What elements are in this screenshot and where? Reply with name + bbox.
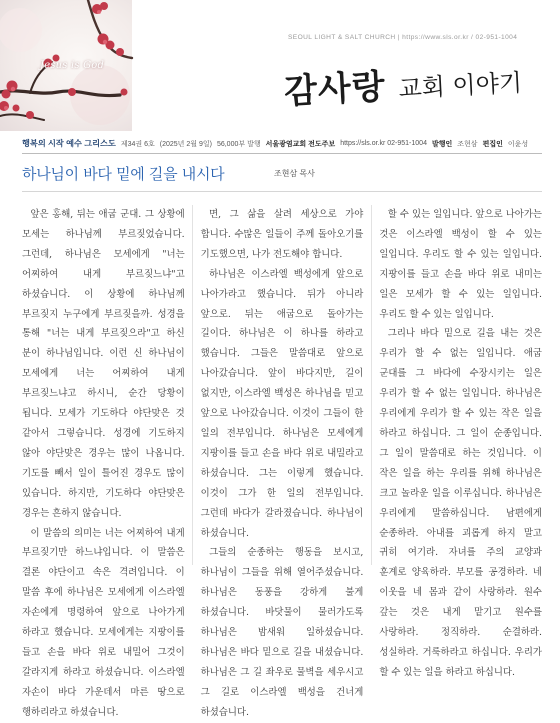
paragraph: 그들의 순종하는 행동을 보시고, 하나님이 그들을 위해 열어주셨습니다. 하나님은 동풍을 강하게 불게 하셨습니다. 바닷물이 물러가도록 하나님은 밤새워 일하셨습니다. 하나님은 바다 밑으로 길을 내셨습니다. 하나님은 그 길 좌우로 물벽을 세우시고 그 길로 이스라엘 백성을 건너게 하셨습니다.	[200, 547, 364, 718]
plum-blossom-photo	[0, 0, 132, 131]
editor-name: 이윤성	[507, 140, 529, 148]
paragraph: 이 말씀의 의미는 너는 어찌하여 내게 부르짖기만 하느냐입니다. 이 말씀은 결론 야단이고 속은 격려입니다. 이 말씀 후에 하나님은 모세에게 이스라엘 자손에게 명령하여 앞으로 나아가게 하라고 했습니다. 모세에게는 지팡이를 들고 손을 바다 위로 내밀어 그것이 갈라지게 하라고 하셨습니다. 이스라엘 자손이 바다 가운데서 마른 땅으로 행하리라고 하셨습니다.	[22, 527, 185, 718]
header-divider	[22, 153, 542, 154]
issue-number: 제34권 6호	[120, 140, 155, 148]
issuer-name: 조현삼	[457, 140, 478, 148]
article-author: 조현삼 목사	[274, 169, 315, 178]
paragraph: 그리나 바다 밑으로 길을 내는 것은 우리가 할 수 없는 일입니다. 애굽 군대를 그 바다에 수장시키는 일은 우리가 할 수 없는 일입니다. 하나님은 우리에게 우리가 할 수 있는 작은 일을 하라고 하십니다. 그 일이 순종입니다. 그 일이 말씀대로 하는 것입니다. 이 작은 일을 하는 우리를 위해 하나님은 크고 놀라운 일을 이루십니다. 하나님은 우리에게 말씀하십니다. 남편에게 순종하라. 아내를 괴롭게 하지 말고 귀히 여기라. 자녀를 주의 교양과 훈계로 양육하라. 부모를 공경하라. 네 이웃을 네 몸과 같이 사랑하라. 원수 갚는 것은 내게 맡기고 원수를 사랑하라. 정직하라. 순결하라. 성실하라. 거룩하라고 하십니다. 우리가 할 수 있는 일을 하라고 하십니다.	[379, 328, 542, 678]
issue-info-bar	[22, 135, 542, 152]
title-divider	[22, 191, 542, 192]
article-title: 하나님이 바다 밑에 길을 내시다	[22, 165, 225, 183]
article-body	[22, 205, 542, 718]
issuer-label: 발행인	[431, 140, 453, 148]
issue-slogan: 행복의 시작 예수 그리스도	[22, 139, 116, 148]
article-column-3	[379, 205, 542, 678]
issue-circulation: 56,000부 발행	[216, 140, 261, 148]
column-divider	[192, 205, 193, 565]
article-column-2	[200, 205, 364, 718]
photo-caption: Jesus is God	[40, 60, 105, 71]
editor-label: 편집인	[482, 140, 503, 148]
paragraph: 앞은 홍해, 뒤는 애굽 군대. 그 상황에 모세는 하나님께 부르짖었습니다. 그런데, 하나님은 모세에게 "너는 어찌하여 내게 부르짖느냐"고 하셨습니다. 이 상황에 하나님께 부르짖지 누구에게 부르짖을까. 성경을 통해 "너는 내게 부르짖으라"고 하신 분이 하나님입니다. 이런 신 하나님이 모세에게 너는 어찌하여 내게 부르짖느냐고 하시니, 순간 당황이 됩니다. 모세가 기도하다 야단맞은 것 같아서 그렇습니다. 성경에 기도하지 않아 야단맞은 경우는 많이 나옵니다. 기도를 빼서 일이 틀어진 경우도 많이 있습니다. 하지만, 기도하다 야단맞은 경우는 흔하지 않습니다.	[22, 209, 185, 519]
paragraph: 할 수 있는 일입니다. 앞으로 나아가는 것은 이스라엘 백성이 할 수 있는 일입니다. 우리도 할 수 있는 일입니다. 지팡이를 들고 손을 바다 위로 내미는 일은 모세가 할 수 있는 일입니다. 우리도 할 수 있는 일입니다.	[379, 209, 542, 320]
column-divider	[371, 205, 372, 565]
newsletter-brand-title	[283, 52, 523, 113]
publisher-label: 서울광염교회 전도주보	[265, 140, 336, 148]
brand-small: 교회 이야기	[397, 68, 523, 103]
issue-date: (2025년 2월 9일)	[159, 140, 212, 148]
brand-main: 감사랑	[283, 66, 387, 112]
church-contact-line: SEOUL LIGHT & SALT CHURCH | https://www.sls.or.kr / 02-951-1004	[288, 34, 518, 41]
paragraph: 하나님은 이스라엘 백성에게 앞으로 나아가라고 했습니다. 뒤가 아니라 앞으로. 뒤는 애굽으로 돌아가는 길이다. 하나님은 이 하나를 하라고 했습니다. 그들은 말씀대로 앞으로 나아갔습니다. 앞이 바다지만, 길이 없지만, 이스라엘 백성은 하나님을 믿고 앞으로 나아갔습니다. 이것이 그들이 한 일의 전부입니다. 하나님은 모세에게 지팡이를 들고 손을 바다 위로 내밀라고 하셨습니다. 그는 이렇게 했습니다. 이것이 그가 한 일의 전부입니다. 그런데 바다가 갈라졌습니다. 하나님이 하셨습니다.	[200, 268, 364, 539]
issue-url: https://sls.or.kr 02-951-1004	[340, 140, 427, 147]
article-column-1	[22, 205, 185, 718]
paragraph: 면, 그 삶을 살려 세상으로 가야 합니다. 수많은 일들이 주께 돌아오기를 기도했으면, 나가 전도해야 합니다.	[200, 209, 364, 260]
masthead	[0, 0, 560, 132]
